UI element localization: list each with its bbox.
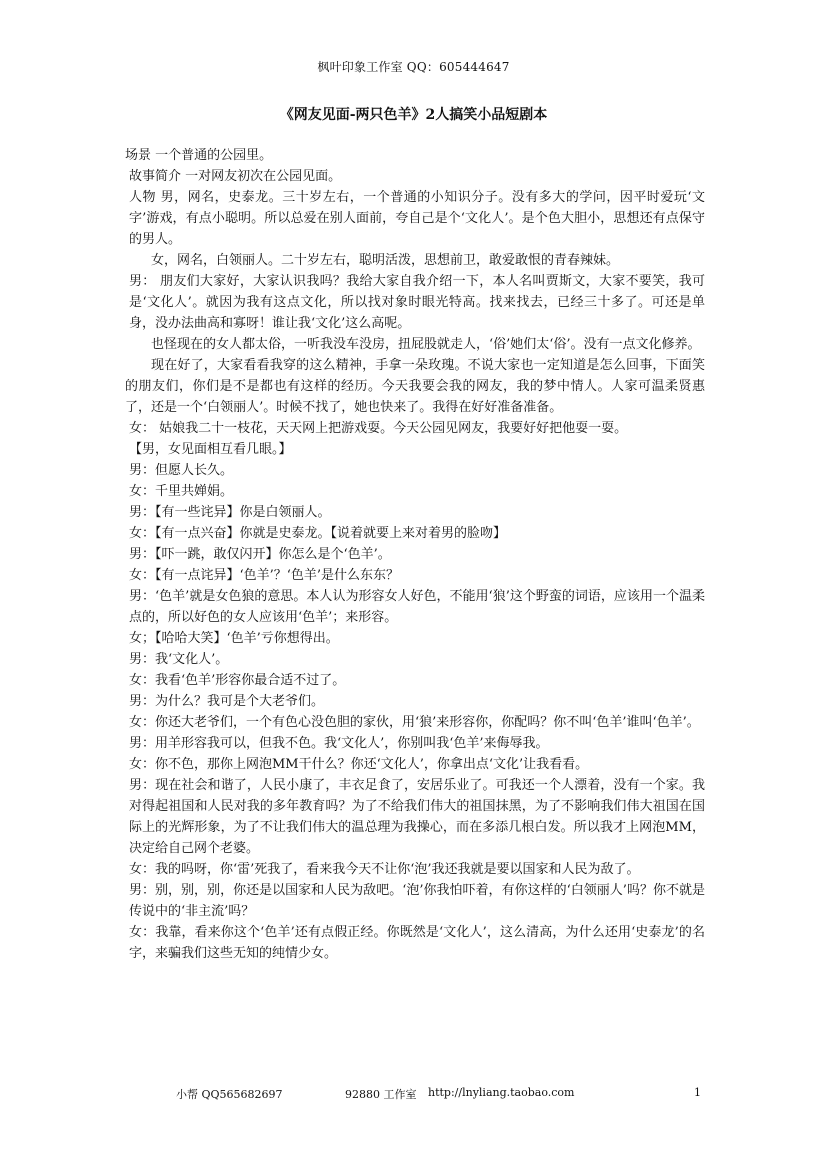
page-number: 1	[694, 1086, 701, 1099]
paragraph: 女： 姑娘我二十一枝花，天天网上把游戏耍。今天公园见网友，我要好好把他耍一耍。	[129, 421, 628, 436]
dialogue-line: 女：我的吗呀，你‘雷’死我了，看来我今天不让你‘泡’我还我就是要以国家和人民为敌了。	[129, 862, 640, 877]
dialogue-line: 男：现在社会和谐了，人民小康了，丰衣足食了，安居乐业了。可我还一个人漂着，没有一个家。我对得起祖国和人民对我的多年教育吗？为了不给我们伟大的祖国抹黑，为了不影响我们伟大祖国在国际上的光辉形象，为了不让我们伟大的温总理为我操心，而在多添几根白发。所以我才上网泡MM，决定给自己网个老婆。	[129, 778, 705, 856]
footer-studio: 92880 工作室	[345, 1088, 417, 1101]
paragraph: 也怪现在的女人都太俗，一听我没车没房，扭屁股就走人，‘俗’她们太‘俗’。没有一点文化修养。	[151, 337, 701, 352]
dialogue-line: 女：你不色，那你上网泡MM干什么？你还‘文化人’，你拿出点‘文化’让我看看。	[129, 757, 589, 772]
dialogue-line: 女：我看‘色羊’形容你最合适不过了。	[129, 673, 346, 688]
dialogue-line: 男：【有一些诧异】你是白领丽人。	[129, 505, 331, 520]
dialogue-line: 男：用羊形容我可以，但我不色。我‘文化人’，你别叫我‘色羊’来侮辱我。	[129, 736, 549, 751]
footer-url[interactable]: http://lnyliang.taobao.com	[428, 1086, 575, 1099]
paragraph-synopsis: 故事简介 一对网友初次在公园见面。	[129, 169, 342, 184]
dialogue-line: 男：‘色羊’就是女色狼的意思。本人认为形容女人好色，不能用‘狼’这个野蛮的词语，应该用一个温柔点的，所以好色的女人应该用‘色羊’；来形容。	[129, 589, 705, 625]
paragraph: 男： 朋友们大家好，大家认识我吗？我给大家自我介绍一下，本人名叫贾斯文，大家不要笑，我可是‘文化人’。就因为我有这点文化，所以找对象时眼光特高。找来找去，已经三十多了。可还是单身，没办法曲高和寡呀！谁让我‘文化’这么高呢。	[129, 274, 705, 331]
dialogue-line: 女；【哈哈大笑】‘色羊’亏你想得出。	[129, 631, 339, 646]
paragraph-characters-female: 女，网名，白领丽人。二十岁左右，聪明活泼，思想前卫，敢爱敢恨的青春辣妹。	[151, 253, 620, 268]
page-header: 枫叶印象工作室 QQ：605444647	[317, 60, 510, 74]
dialogue-line: 女：【有一点诧异】‘色羊’？‘色羊’是什么东东？	[129, 568, 400, 583]
paragraph-scene: 场景 一个普通的公园里。	[125, 148, 273, 163]
paragraph-characters-male: 人物 男，网名，史泰龙。三十岁左右，一个普通的小知识分子。没有多大的学问，因平时爱玩‘文字’游戏，有点小聪明。所以总爱在别人面前，夸自己是个‘文化人’。是个色大胆小，思想还有点保守的男人。	[129, 190, 705, 247]
dialogue-line: 男：【吓一跳，敢仅闪开】你怎么是个‘色羊’。	[129, 547, 391, 562]
footer-contact: 小帮 QQ565682697	[176, 1088, 283, 1101]
dialogue-line: 女：千里共婵娟。	[129, 484, 234, 499]
dialogue-line: 女：你还大老爷们，一个有色心没色胆的家伙，用‘狼’来形容你，你配吗？你不叫‘色羊’谁叫‘色羊’。	[129, 715, 700, 730]
dialogue-line: 男：为什么？我可是个大老爷们。	[129, 694, 325, 709]
stage-direction: 【男，女见面相互看几眼。】	[129, 442, 292, 457]
dialogue-line: 女：【有一点兴奋】你就是史泰龙。【说着就要上来对着男的脸吻】	[129, 526, 507, 541]
paragraph: 现在好了，大家看看我穿的这么精神，手拿一朵玫瑰。不说大家也一定知道是怎么回事，下面笑的朋友们，你们是不是都也有这样的经历。今天我要会我的网友，我的梦中情人。人家可温柔贤惠了，还是一个‘白领丽人’。时候不找了，她也快来了。我得在好好准备准备。	[125, 358, 705, 415]
dialogue-line: 男：我‘文化人’。	[129, 652, 229, 667]
dialogue-line: 男：别，别，别，你还是以国家和人民为敌吧。‘泡’你我怕吓着，有你这样的‘白领丽人’吗？你不就是传说中的‘非主流’吗？	[129, 883, 705, 919]
dialogue-line: 男：但愿人长久。	[129, 463, 234, 478]
dialogue-line: 女：我靠，看来你这个‘色羊’还有点假正经。你既然是‘文化人’，这么清高，为什么还用‘史泰龙’的名字，来骗我们这些无知的纯情少女。	[129, 925, 705, 961]
script-body	[125, 145, 705, 964]
document-title: 《网友见面-两只色羊》2人搞笑小品短剧本	[279, 107, 548, 123]
